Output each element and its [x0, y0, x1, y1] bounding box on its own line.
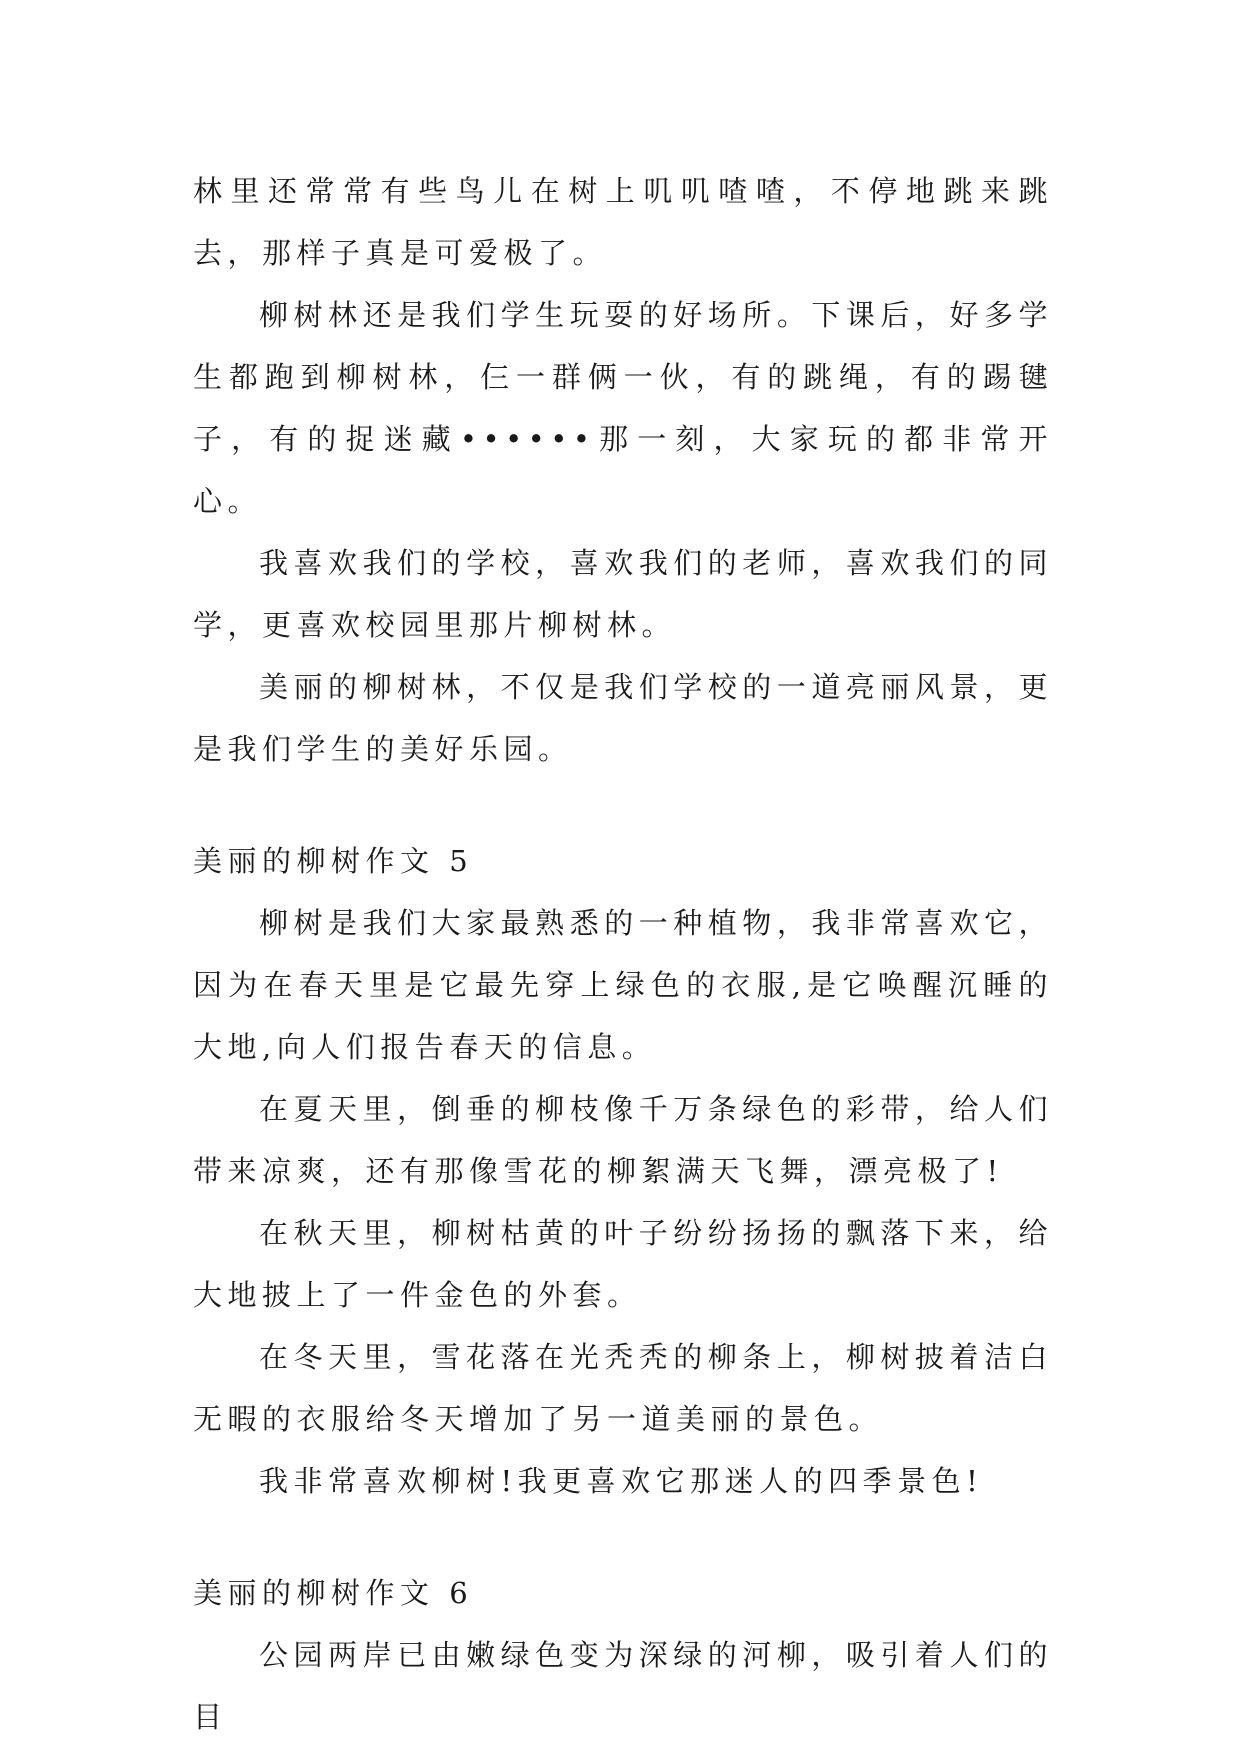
paragraph-spring: 柳树是我们大家最熟悉的一种植物，我非常喜欢它，因为在春天里是它最先穿上绿色的衣服,是它唤醒沉睡的大地,向人们报告春天的信息。	[193, 906, 1053, 1064]
document-body	[193, 160, 1053, 1748]
paragraph-summer: 在夏天里，倒垂的柳枝像千万条绿色的彩带，给人们带来凉爽，还有那像雪花的柳絮满天飞舞，漂亮极了!	[193, 1092, 1053, 1188]
paragraph-school-love: 我喜欢我们的学校，喜欢我们的老师，喜欢我们的同学，更喜欢校园里那片柳树林。	[193, 546, 1053, 642]
paragraph-playground: 柳树林还是我们学生玩耍的好场所。下课后，好多学生都跑到柳树林，仨一群俩一伙，有的跳绳，有的踢毽子，有的捉迷藏••••••那一刻，大家玩的都非常开心。	[193, 298, 1053, 518]
paragraph-autumn: 在秋天里，柳树枯黄的叶子纷纷扬扬的飘落下来，给大地披上了一件金色的外套。	[193, 1216, 1053, 1312]
paragraph-love-willow: 我非常喜欢柳树!我更喜欢它那迷人的四季景色!	[259, 1464, 984, 1498]
essay-heading-6: 美丽的柳树作文 6	[193, 1576, 474, 1610]
paragraph-winter: 在冬天里，雪花落在光秃秃的柳条上，柳树披着洁白无暇的衣服给冬天增加了另一道美丽的景色。	[193, 1340, 1053, 1436]
section-gap	[193, 780, 1053, 830]
paragraph-birds: 林里还常常有些鸟儿在树上叽叽喳喳，不停地跳来跳去，那样子真是可爱极了。	[193, 174, 1053, 270]
section-gap	[193, 1512, 1053, 1562]
paragraph-river-willow: 公园两岸已由嫩绿色变为深绿的河柳，吸引着人们的目	[193, 1638, 1053, 1734]
essay-heading-5: 美丽的柳树作文 5	[193, 844, 474, 878]
paragraph-conclusion: 美丽的柳树林，不仅是我们学校的一道亮丽风景，更是我们学生的美好乐园。	[193, 670, 1053, 766]
